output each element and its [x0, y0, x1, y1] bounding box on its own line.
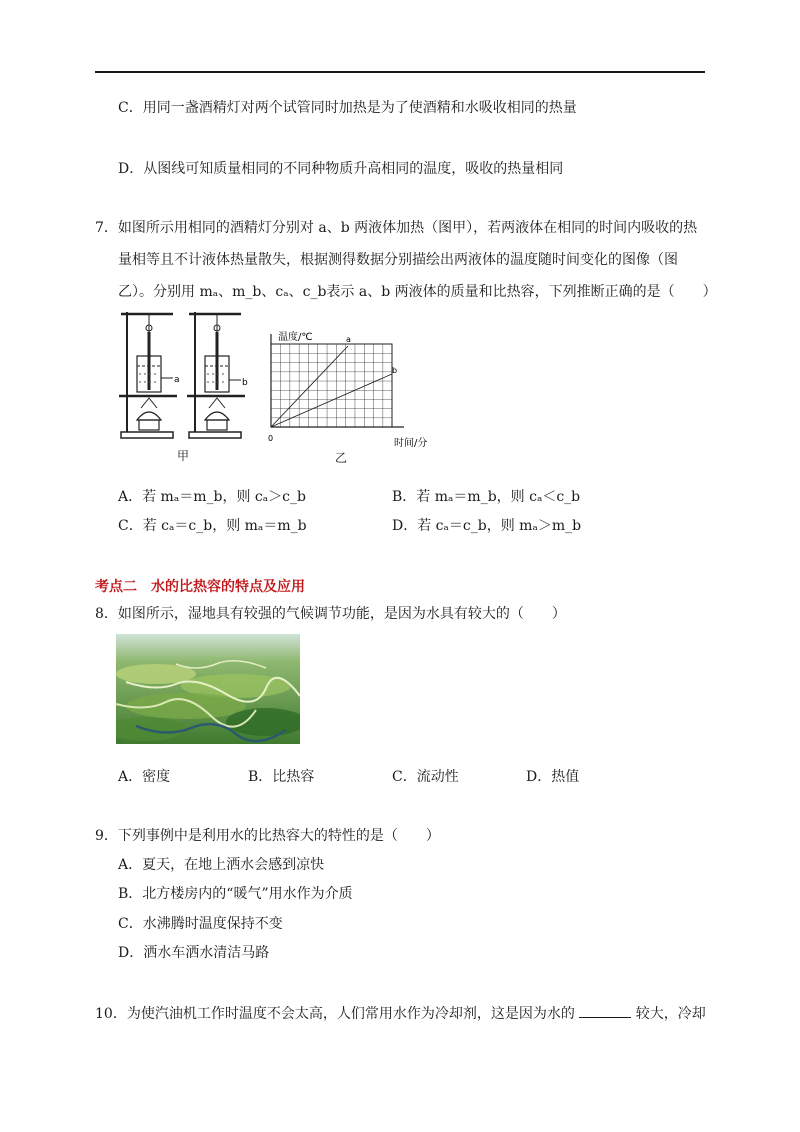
graph-x-axis-label: 时间/分 [394, 438, 428, 449]
q6-option-c: C．用同一盏酒精灯对两个试管同时加热是为了使酒精和水吸收相同的热量 [118, 100, 577, 116]
q7-stem-line1: 7．如图所示用相同的酒精灯分别对 a、b 两液体加热（图甲），若两液体在相同的时间内吸收的热 [95, 220, 698, 236]
q10-answer-blank[interactable] [579, 1003, 631, 1018]
heating-apparatus-figure [115, 308, 260, 460]
q10-stem [95, 1003, 706, 1024]
wetland-aerial-photo [116, 634, 300, 744]
graph-line-b-label: b [392, 366, 398, 375]
q10-stem-after: 较大，冷却 [635, 1006, 706, 1022]
q8-option-a: A．密度 [118, 769, 171, 785]
liquid-b-label: b [242, 378, 248, 388]
graph-line-a-label: a [346, 335, 351, 344]
graph-y-axis-label: 温度/℃ [278, 332, 313, 343]
q7-stem-line2: 量相等且不计液体热量散失，根据测得数据分别描绘出两液体的温度随时间变化的图像（图 [118, 252, 678, 268]
q9-option-a: A．夏天，在地上洒水会感到凉快 [118, 857, 325, 873]
figure-jia-caption: 甲 [177, 449, 190, 463]
header-rule [95, 71, 705, 73]
graph-origin-label: 0 [268, 434, 274, 443]
q9-option-d: D．洒水车洒水清洁马路 [118, 945, 270, 961]
q8-option-d: D．热值 [526, 769, 580, 785]
q9-stem: 9．下列事例中是利用水的比热容大的特性的是（ ） [95, 828, 440, 844]
q7-stem-line3: 乙）。分别用 mₐ、m_b、cₐ、c_b表示 a、b 两液体的质量和比热容，下列推断正确的是（ ） [118, 284, 717, 300]
q7-option-d: D．若 cₐ＝c_b，则 mₐ＞m_b [392, 518, 582, 534]
q10-stem-before: 10．为使汽油机工作时温度不会太高，人们常用水作为冷却剂，这是因为水的 [95, 1006, 575, 1022]
liquid-a-label: a [174, 375, 180, 385]
q9-option-b: B．北方楼房内的“暖气”用水作为介质 [118, 886, 353, 902]
q8-option-c: C．流动性 [392, 769, 459, 785]
q9-option-c: C．水沸腾时温度保持不变 [118, 916, 283, 932]
q6-option-d: D．从图线可知质量相同的不同种物质升高相同的温度，吸收的热量相同 [118, 161, 564, 177]
q7-option-c: C．若 cₐ＝c_b，则 mₐ＝m_b [118, 518, 307, 534]
q8-stem: 8．如图所示，湿地具有较强的气候调节功能，是因为水具有较大的（ ） [95, 606, 566, 622]
q8-option-b: B．比热容 [248, 769, 315, 785]
figure-yi-caption: 乙 [335, 451, 348, 465]
section-title: 考点二 水的比热容的特点及应用 [95, 579, 305, 595]
q7-option-b: B．若 mₐ＝m_b，则 cₐ＜c_b [392, 489, 581, 505]
q7-option-a: A．若 mₐ＝m_b，则 cₐ＞c_b [118, 489, 306, 505]
temperature-time-graph [264, 328, 434, 450]
